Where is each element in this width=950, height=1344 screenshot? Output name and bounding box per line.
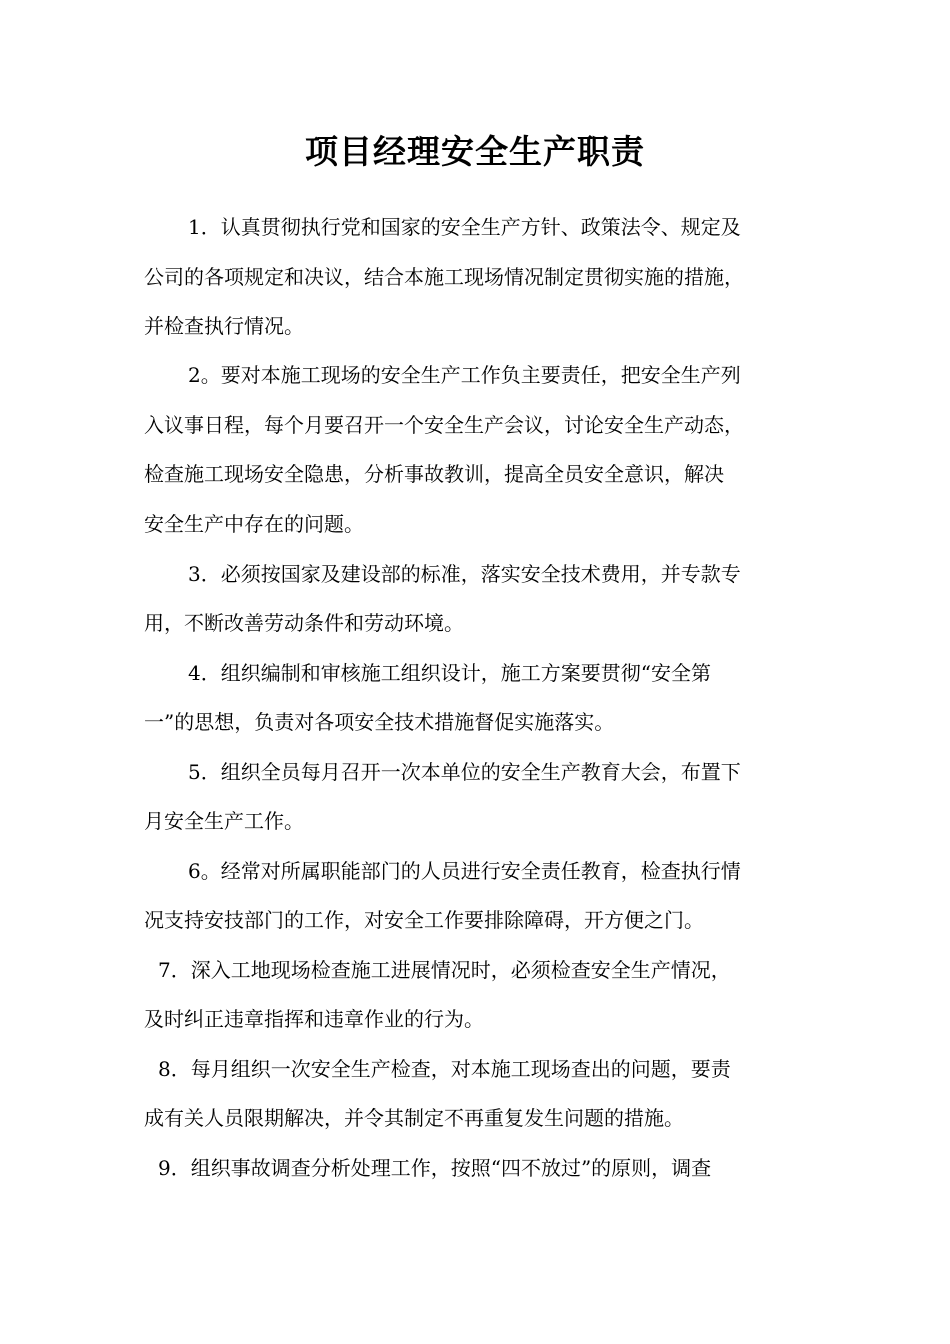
text-line-16: 7．深入工地现场检查施工进展情况时，必须检查安全生产情况，	[158, 958, 731, 982]
text-line-3: 并检查执行情况。	[144, 314, 304, 338]
document-title: 项目经理安全生产职责	[305, 132, 645, 171]
text-line-13: 月安全生产工作。	[144, 809, 304, 833]
text-line-5: 入议事日程，每个月要召开一个安全生产会议，讨论安全生产动态，	[144, 413, 744, 437]
text-line-6: 检查施工现场安全隐患，分析事故教训，提高全员安全意识，解决	[144, 462, 724, 486]
text-line-9: 用，不断改善劳动条件和劳动环境。	[144, 611, 464, 635]
text-line-2: 公司的各项规定和决议，结合本施工现场情况制定贯彻实施的措施，	[144, 265, 744, 289]
text-line-17: 及时纠正违章指挥和违章作业的行为。	[144, 1007, 484, 1031]
text-line-15: 况支持安技部门的工作，对安全工作要排除障碍，开方便之门。	[144, 908, 704, 932]
text-line-4: 2。要对本施工现场的安全生产工作负主要责任，把安全生产列	[188, 363, 741, 387]
text-line-14: 6。经常对所属职能部门的人员进行安全责任教育，检查执行情	[188, 859, 741, 883]
text-line-10: 4．组织编制和审核施工组织设计，施工方案要贯彻“安全第	[188, 661, 711, 685]
text-line-8: 3．必须按国家及建设部的标准，落实安全技术费用，并专款专	[188, 562, 741, 586]
text-line-18: 8．每月组织一次安全生产检查，对本施工现场查出的问题，要责	[158, 1057, 731, 1081]
text-line-1: 1．认真贯彻执行党和国家的安全生产方针、政策法令、规定及	[188, 215, 741, 239]
text-line-20: 9．组织事故调查分析处理工作，按照“四不放过”的原则，调查	[158, 1156, 712, 1180]
text-line-12: 5．组织全员每月召开一次本单位的安全生产教育大会，布置下	[188, 760, 741, 784]
text-line-11: 一”的思想，负责对各项安全技术措施督促实施落实。	[144, 710, 615, 734]
text-line-19: 成有关人员限期解决，并令其制定不再重复发生问题的措施。	[144, 1106, 684, 1130]
text-line-7: 安全生产中存在的问题。	[144, 512, 364, 536]
